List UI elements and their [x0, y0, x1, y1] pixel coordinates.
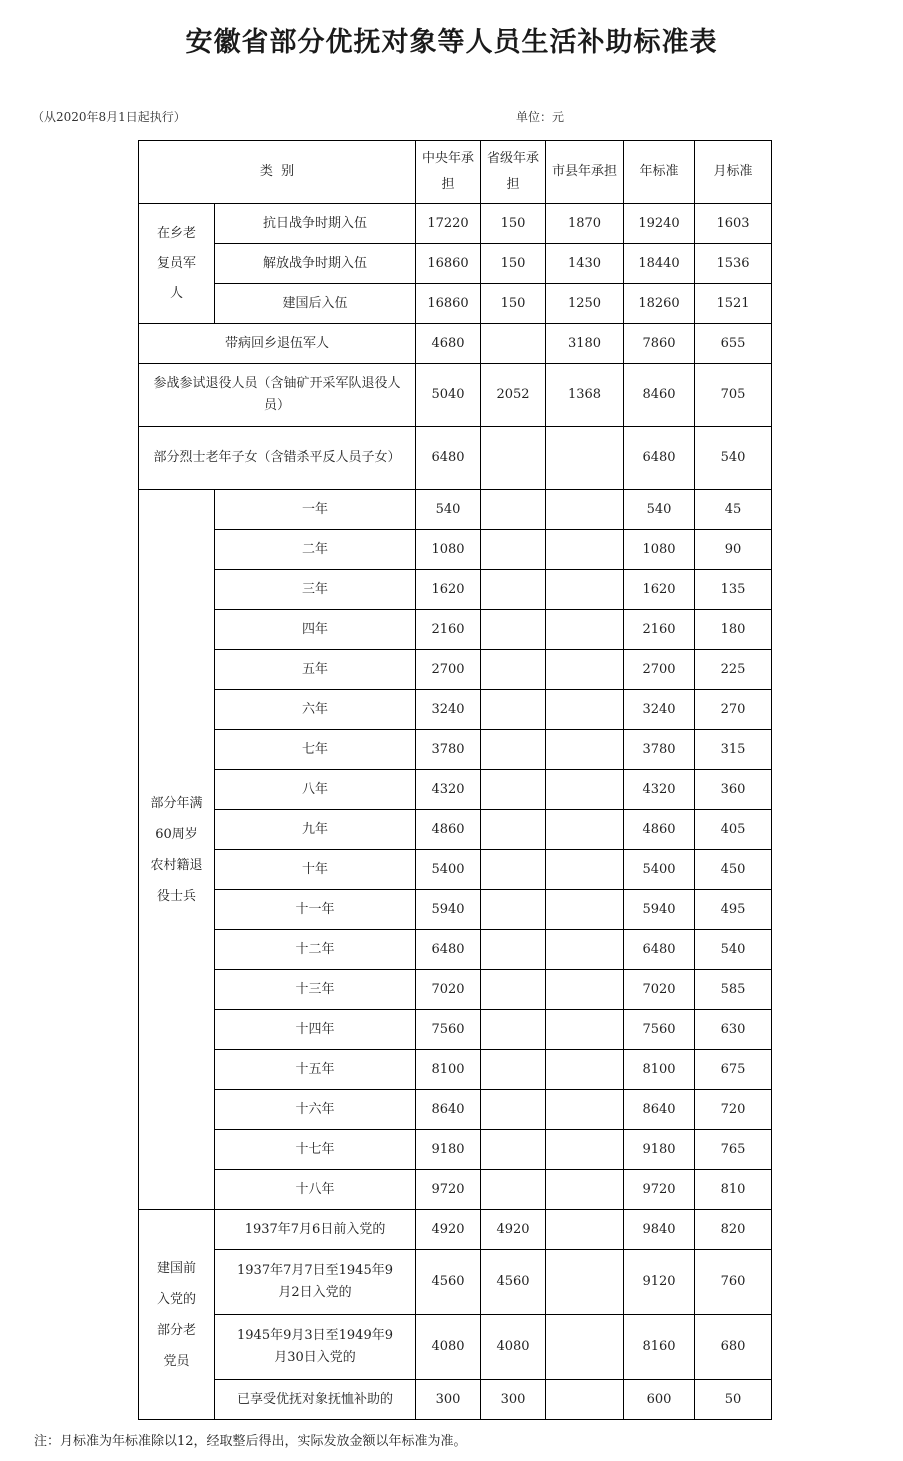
cell-central: 4080 — [416, 1315, 481, 1380]
cell-monthly: 450 — [695, 850, 772, 890]
cell-city — [546, 730, 624, 770]
cell-central: 5400 — [416, 850, 481, 890]
cell-central: 7020 — [416, 970, 481, 1010]
cell-province — [481, 850, 546, 890]
header-category: 类 别 — [139, 141, 416, 204]
table-row — [139, 324, 772, 364]
cell-annual: 19240 — [624, 204, 695, 244]
row-label: 1937年7月6日前入党的 — [215, 1210, 416, 1250]
cell-annual: 7560 — [624, 1010, 695, 1050]
cell-monthly: 270 — [695, 690, 772, 730]
row-label: 抗日战争时期入伍 — [215, 204, 416, 244]
cell-city — [546, 1010, 624, 1050]
cell-city — [546, 427, 624, 490]
cell-annual: 18260 — [624, 284, 695, 324]
cell-annual: 2160 — [624, 610, 695, 650]
cell-central: 5940 — [416, 890, 481, 930]
cell-central: 16860 — [416, 244, 481, 284]
cell-province — [481, 1090, 546, 1130]
cell-central: 9180 — [416, 1130, 481, 1170]
cell-monthly: 495 — [695, 890, 772, 930]
cell-central: 6480 — [416, 427, 481, 490]
table-row — [139, 1210, 772, 1250]
cell-annual: 4320 — [624, 770, 695, 810]
table-row — [139, 610, 772, 650]
cell-province — [481, 770, 546, 810]
cell-province — [481, 930, 546, 970]
cell-annual: 5400 — [624, 850, 695, 890]
table-row — [139, 1050, 772, 1090]
cell-annual: 5940 — [624, 890, 695, 930]
table-row — [139, 1380, 772, 1420]
cell-central: 3780 — [416, 730, 481, 770]
table-row — [139, 244, 772, 284]
row-label: 七年 — [215, 730, 416, 770]
cell-city: 1368 — [546, 364, 624, 427]
cell-province — [481, 427, 546, 490]
cell-city — [546, 890, 624, 930]
cell-annual: 9180 — [624, 1130, 695, 1170]
cell-central: 17220 — [416, 204, 481, 244]
row-label: 五年 — [215, 650, 416, 690]
cell-monthly: 585 — [695, 970, 772, 1010]
cell-province: 4560 — [481, 1250, 546, 1315]
row-label: 十三年 — [215, 970, 416, 1010]
cell-monthly: 760 — [695, 1250, 772, 1315]
cell-province: 150 — [481, 244, 546, 284]
table-row — [139, 364, 772, 427]
cell-city — [546, 530, 624, 570]
row-label: 三年 — [215, 570, 416, 610]
cell-annual: 6480 — [624, 930, 695, 970]
cell-monthly: 1536 — [695, 244, 772, 284]
cell-city — [546, 850, 624, 890]
cell-monthly: 675 — [695, 1050, 772, 1090]
cell-province — [481, 1170, 546, 1210]
cell-city — [546, 1250, 624, 1315]
cell-city — [546, 650, 624, 690]
row-label: 已享受优抚对象抚恤补助的 — [215, 1380, 416, 1420]
cell-central: 5040 — [416, 364, 481, 427]
table-row — [139, 930, 772, 970]
cell-city — [546, 970, 624, 1010]
header-row — [139, 141, 772, 204]
cell-province: 2052 — [481, 364, 546, 427]
row-label: 十二年 — [215, 930, 416, 970]
header-annual: 年标准 — [624, 141, 695, 204]
row-label: 一年 — [215, 490, 416, 530]
row-label: 1937年7月7日至1945年9月2日入党的 — [215, 1250, 416, 1315]
cell-annual: 9120 — [624, 1250, 695, 1315]
cell-central: 4680 — [416, 324, 481, 364]
cell-monthly: 630 — [695, 1010, 772, 1050]
row-label: 十一年 — [215, 890, 416, 930]
cell-annual: 18440 — [624, 244, 695, 284]
cell-monthly: 720 — [695, 1090, 772, 1130]
header-central: 中央年承担 — [416, 141, 481, 204]
cell-city — [546, 1170, 624, 1210]
table-row — [139, 650, 772, 690]
cell-annual: 3240 — [624, 690, 695, 730]
row-label: 四年 — [215, 610, 416, 650]
cell-monthly: 225 — [695, 650, 772, 690]
cell-province — [481, 1130, 546, 1170]
cell-monthly: 180 — [695, 610, 772, 650]
cell-annual: 540 — [624, 490, 695, 530]
cell-province — [481, 970, 546, 1010]
cell-city: 1430 — [546, 244, 624, 284]
cell-monthly: 1521 — [695, 284, 772, 324]
cell-central: 2700 — [416, 650, 481, 690]
cell-annual: 1080 — [624, 530, 695, 570]
row-label: 十五年 — [215, 1050, 416, 1090]
cell-province — [481, 730, 546, 770]
group-label-veterans: 在乡老复员军人 — [139, 204, 215, 324]
cell-monthly: 315 — [695, 730, 772, 770]
cell-annual: 8460 — [624, 364, 695, 427]
cell-city — [546, 490, 624, 530]
cell-central: 540 — [416, 490, 481, 530]
cell-central: 8640 — [416, 1090, 481, 1130]
cell-province — [481, 324, 546, 364]
cell-monthly: 50 — [695, 1380, 772, 1420]
cell-city — [546, 1380, 624, 1420]
cell-central: 9720 — [416, 1170, 481, 1210]
page-title: 安徽省部分优抚对象等人员生活补助标准表 — [185, 27, 718, 58]
table-row — [139, 810, 772, 850]
cell-city — [546, 930, 624, 970]
cell-central: 1080 — [416, 530, 481, 570]
cell-central: 4560 — [416, 1250, 481, 1315]
cell-monthly: 820 — [695, 1210, 772, 1250]
table-row — [139, 490, 772, 530]
cell-province — [481, 690, 546, 730]
cell-province: 4080 — [481, 1315, 546, 1380]
effective-date-note: （从2020年8月1日起执行） — [32, 110, 186, 124]
table-row — [139, 690, 772, 730]
cell-monthly: 360 — [695, 770, 772, 810]
cell-monthly: 45 — [695, 490, 772, 530]
cell-annual: 4860 — [624, 810, 695, 850]
row-label: 带病回乡退伍军人 — [139, 324, 416, 364]
table-row — [139, 730, 772, 770]
cell-central: 4860 — [416, 810, 481, 850]
table-row — [139, 1250, 772, 1315]
cell-annual: 7860 — [624, 324, 695, 364]
cell-central: 300 — [416, 1380, 481, 1420]
cell-province — [481, 890, 546, 930]
cell-city — [546, 1210, 624, 1250]
table-row — [139, 530, 772, 570]
cell-central: 3240 — [416, 690, 481, 730]
row-label: 八年 — [215, 770, 416, 810]
table-row — [139, 1090, 772, 1130]
cell-annual: 1620 — [624, 570, 695, 610]
cell-central: 4320 — [416, 770, 481, 810]
table-row — [139, 1010, 772, 1050]
group-label-rural-soldiers: 部分年满60周岁农村籍退役士兵 — [139, 490, 215, 1210]
cell-monthly: 1603 — [695, 204, 772, 244]
row-label: 九年 — [215, 810, 416, 850]
cell-province — [481, 570, 546, 610]
cell-annual: 8640 — [624, 1090, 695, 1130]
cell-monthly: 540 — [695, 930, 772, 970]
cell-province — [481, 530, 546, 570]
cell-monthly: 680 — [695, 1315, 772, 1380]
cell-province: 150 — [481, 204, 546, 244]
cell-central: 2160 — [416, 610, 481, 650]
cell-annual: 7020 — [624, 970, 695, 1010]
table-row — [139, 770, 772, 810]
row-label: 建国后入伍 — [215, 284, 416, 324]
cell-monthly: 405 — [695, 810, 772, 850]
cell-city: 1250 — [546, 284, 624, 324]
row-label: 十六年 — [215, 1090, 416, 1130]
footnote: 注：月标准为年标准除以12，经取整后得出，实际发放金额以年标准为准。 — [34, 1434, 467, 1449]
cell-city — [546, 1315, 624, 1380]
cell-annual: 6480 — [624, 427, 695, 490]
cell-monthly: 810 — [695, 1170, 772, 1210]
cell-annual: 8100 — [624, 1050, 695, 1090]
cell-annual: 9840 — [624, 1210, 695, 1250]
cell-city: 1870 — [546, 204, 624, 244]
row-label: 十年 — [215, 850, 416, 890]
cell-city — [546, 810, 624, 850]
cell-province: 4920 — [481, 1210, 546, 1250]
unit-label: 单位：元 — [516, 110, 565, 124]
row-label: 参战参试退役人员（含铀矿开采军队退役人员） — [139, 364, 416, 427]
row-label: 十八年 — [215, 1170, 416, 1210]
cell-province: 150 — [481, 284, 546, 324]
cell-province — [481, 1050, 546, 1090]
cell-monthly: 765 — [695, 1130, 772, 1170]
table-row — [139, 970, 772, 1010]
table-row — [139, 890, 772, 930]
cell-annual: 9720 — [624, 1170, 695, 1210]
row-label: 六年 — [215, 690, 416, 730]
cell-annual: 2700 — [624, 650, 695, 690]
cell-central: 6480 — [416, 930, 481, 970]
cell-city — [546, 1130, 624, 1170]
header-monthly: 月标准 — [695, 141, 772, 204]
cell-central: 1620 — [416, 570, 481, 610]
cell-central: 4920 — [416, 1210, 481, 1250]
row-label: 1945年9月3日至1949年9月30日入党的 — [215, 1315, 416, 1380]
table-row — [139, 570, 772, 610]
cell-monthly: 135 — [695, 570, 772, 610]
row-label: 解放战争时期入伍 — [215, 244, 416, 284]
cell-city — [546, 1050, 624, 1090]
cell-monthly: 540 — [695, 427, 772, 490]
cell-monthly: 655 — [695, 324, 772, 364]
header-province: 省级年承担 — [481, 141, 546, 204]
row-label: 部分烈士老年子女（含错杀平反人员子女） — [139, 427, 416, 490]
table-row — [139, 427, 772, 490]
cell-annual: 8160 — [624, 1315, 695, 1380]
cell-city — [546, 770, 624, 810]
cell-province — [481, 610, 546, 650]
cell-city — [546, 570, 624, 610]
cell-province — [481, 490, 546, 530]
header-city: 市县年承担 — [546, 141, 624, 204]
cell-city — [546, 610, 624, 650]
cell-central: 8100 — [416, 1050, 481, 1090]
cell-province — [481, 810, 546, 850]
row-label: 十七年 — [215, 1130, 416, 1170]
table-row — [139, 284, 772, 324]
cell-city — [546, 1090, 624, 1130]
cell-central: 7560 — [416, 1010, 481, 1050]
cell-annual: 3780 — [624, 730, 695, 770]
cell-city: 3180 — [546, 324, 624, 364]
cell-province — [481, 1010, 546, 1050]
table-row — [139, 1170, 772, 1210]
cell-city — [546, 690, 624, 730]
cell-central: 16860 — [416, 284, 481, 324]
row-label: 十四年 — [215, 1010, 416, 1050]
table-row — [139, 1130, 772, 1170]
row-label: 二年 — [215, 530, 416, 570]
cell-province: 300 — [481, 1380, 546, 1420]
subsidy-standard-table — [138, 140, 772, 1420]
cell-annual: 600 — [624, 1380, 695, 1420]
table-row — [139, 204, 772, 244]
table-row — [139, 850, 772, 890]
group-label-party-members: 建国前入党的部分老党员 — [139, 1210, 215, 1420]
cell-province — [481, 650, 546, 690]
cell-monthly: 90 — [695, 530, 772, 570]
cell-monthly: 705 — [695, 364, 772, 427]
table-row — [139, 1315, 772, 1380]
